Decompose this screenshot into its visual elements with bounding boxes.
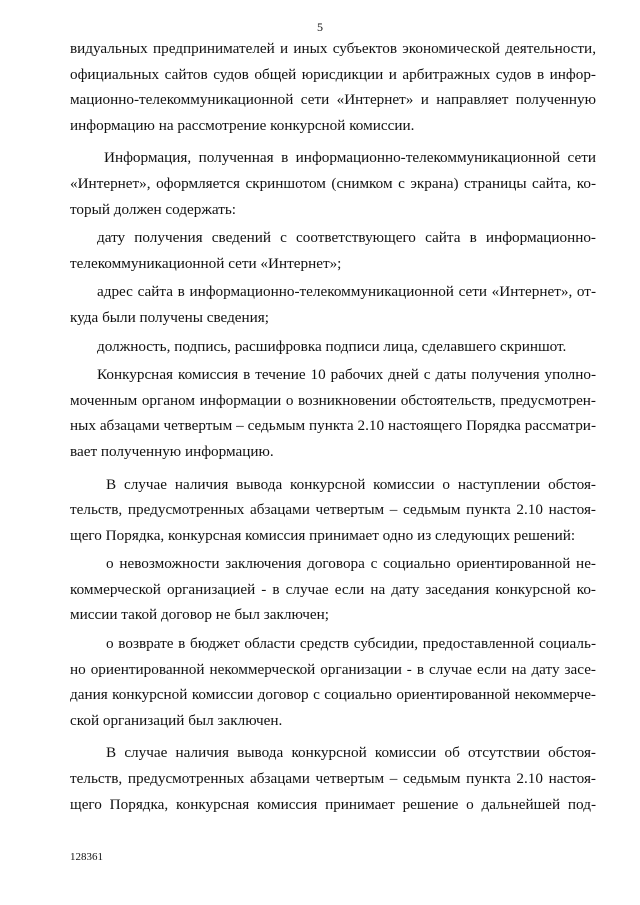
text-line: ных абзацами четвертым – седьмым пункта 2.10 настоящего Порядка рассматри- — [70, 417, 596, 435]
text-line: дату получения сведений с соответствующего сайта в информационно- — [97, 229, 596, 247]
text-line: видуальных предпринимателей и иных субъектов экономической деятельности, — [70, 40, 596, 57]
text-line: но ориентированной некоммерческой организации - в случае если на дату засе- — [70, 660, 596, 678]
text-line: «Интернет», оформляется скриншотом (снимком с экрана) страницы сайта, ко- — [70, 174, 596, 192]
text-line: дания конкурсной комиссии договор с социально ориентированной некоммерче- — [70, 686, 596, 704]
page-number: 5 — [317, 20, 323, 34]
text-line: ской организаций был заключен. — [70, 711, 283, 729]
text-line: о невозможности заключения договора с социально ориентированной не- — [106, 555, 596, 573]
text-line: тельств, предусмотренных абзацами четвертым – седьмым пункта 2.10 настоя- — [70, 770, 596, 788]
text-line: миссии такой договор не был заключен; — [70, 606, 329, 624]
text-line: торый должен содержать: — [70, 200, 236, 218]
text-line: телекоммуникационной сети «Интернет»; — [70, 254, 342, 272]
text-line: мационно-телекоммуникационной сети «Интернет» и направляет полученную — [70, 91, 596, 109]
text-line: информацию на рассмотрение конкурсной комиссии. — [70, 116, 415, 134]
text-line: вает полученную информацию. — [70, 442, 274, 460]
text-line: щего Порядка, конкурсная комиссия принимает одно из следующих решений: — [70, 526, 576, 544]
text-line: адрес сайта в информационно-телекоммуникационной сети «Интернет», от- — [97, 283, 596, 301]
text-line: В случае наличия вывода конкурсной комиссии о наступлении обстоя- — [106, 475, 596, 493]
text-line: тельств, предусмотренных абзацами четвертым – седьмым пункта 2.10 настоя- — [70, 501, 596, 519]
text-line: Конкурсная комиссия в течение 10 рабочих дней с даты получения уполно- — [97, 366, 596, 384]
text-line: Информация, полученная в информационно-телекоммуникационной сети — [104, 149, 596, 167]
text-line: должность, подпись, расшифровка подписи лица, сделавшего скриншот. — [97, 337, 567, 355]
document-body — [70, 36, 596, 817]
text-line: куда были получены сведения; — [70, 308, 269, 326]
text-line: коммерческой организацией - в случае если на дату заседания конкурсной ко- — [70, 580, 596, 598]
text-line: щего Порядка, конкурсная комиссия принимает решение о дальнейшей под- — [70, 795, 596, 813]
text-line: о возврате в бюджет области средств субсидии, предоставленной социаль- — [106, 635, 596, 653]
document-code: 128361 — [70, 851, 103, 863]
text-line: моченным органом информации о возникновении обстоятельств, предусмотрен- — [70, 391, 596, 409]
text-line: В случае наличия вывода конкурсной комиссии об отсутствии обстоя- — [106, 744, 596, 762]
text-line: официальных сайтов судов общей юрисдикции и арбитражных судов в инфор- — [70, 65, 596, 83]
